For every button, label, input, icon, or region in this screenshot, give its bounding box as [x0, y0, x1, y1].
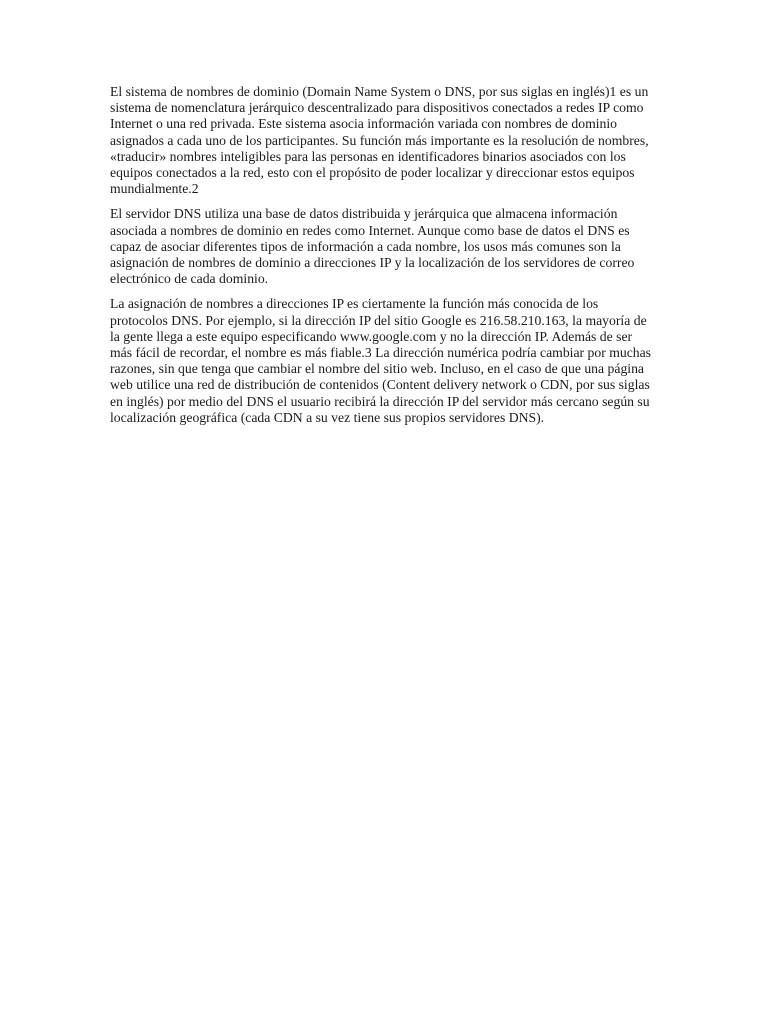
paragraph-ip-assignment: La asignación de nombres a direcciones IP es ciertamente la función más conocida de los protocolos DNS. Por ejemplo, si la dirección IP del sitio Google es 216.58.210.163, la mayoría de la gente llega a este equipo especificando www.google.com y no la dirección IP. Además de ser más fácil de recordar, el nombre es más fiable.3 La dirección numérica podría cambiar por muchas razones, sin que tenga que cambiar el nombre del sitio web. Incluso, en el caso de que una página web utilice una red de distribución de contenidos (Content delivery network o CDN, por sus siglas en inglés) por medio del DNS el usuario recibirá la dirección IP del servidor más cercano según su localización geográfica (cada CDN a su vez tiene sus propios servidores DNS). [110, 296, 652, 425]
paragraph-dns-definition: El sistema de nombres de dominio (Domain Name System o DNS, por sus siglas en inglés)1 es un sistema de nomenclatura jerárquico descentralizado para dispositivos conectados a redes IP como Internet o una red privada. Este sistema asocia información variada con nombres de dominio asignados a cada uno de los participantes. Su función más importante es la resolución de nombres, «traducir» nombres inteligibles para las personas en identificadores binarios asociados con los equipos conectados a la red, esto con el propósito de poder localizar y direccionar estos equipos mundialmente.2 [110, 84, 649, 197]
paragraph-dns-server: El servidor DNS utiliza una base de datos distribuida y jerárquica que almacena información asociada a nombres de dominio en redes como Internet. Aunque como base de datos el DNS es capaz de asociar diferentes tipos de información a cada nombre, los usos más comunes son la asignación de nombres de dominio a direcciones IP y la localización de los servidores de correo electrónico de cada dominio. [110, 206, 635, 287]
document-page [110, 84, 655, 435]
